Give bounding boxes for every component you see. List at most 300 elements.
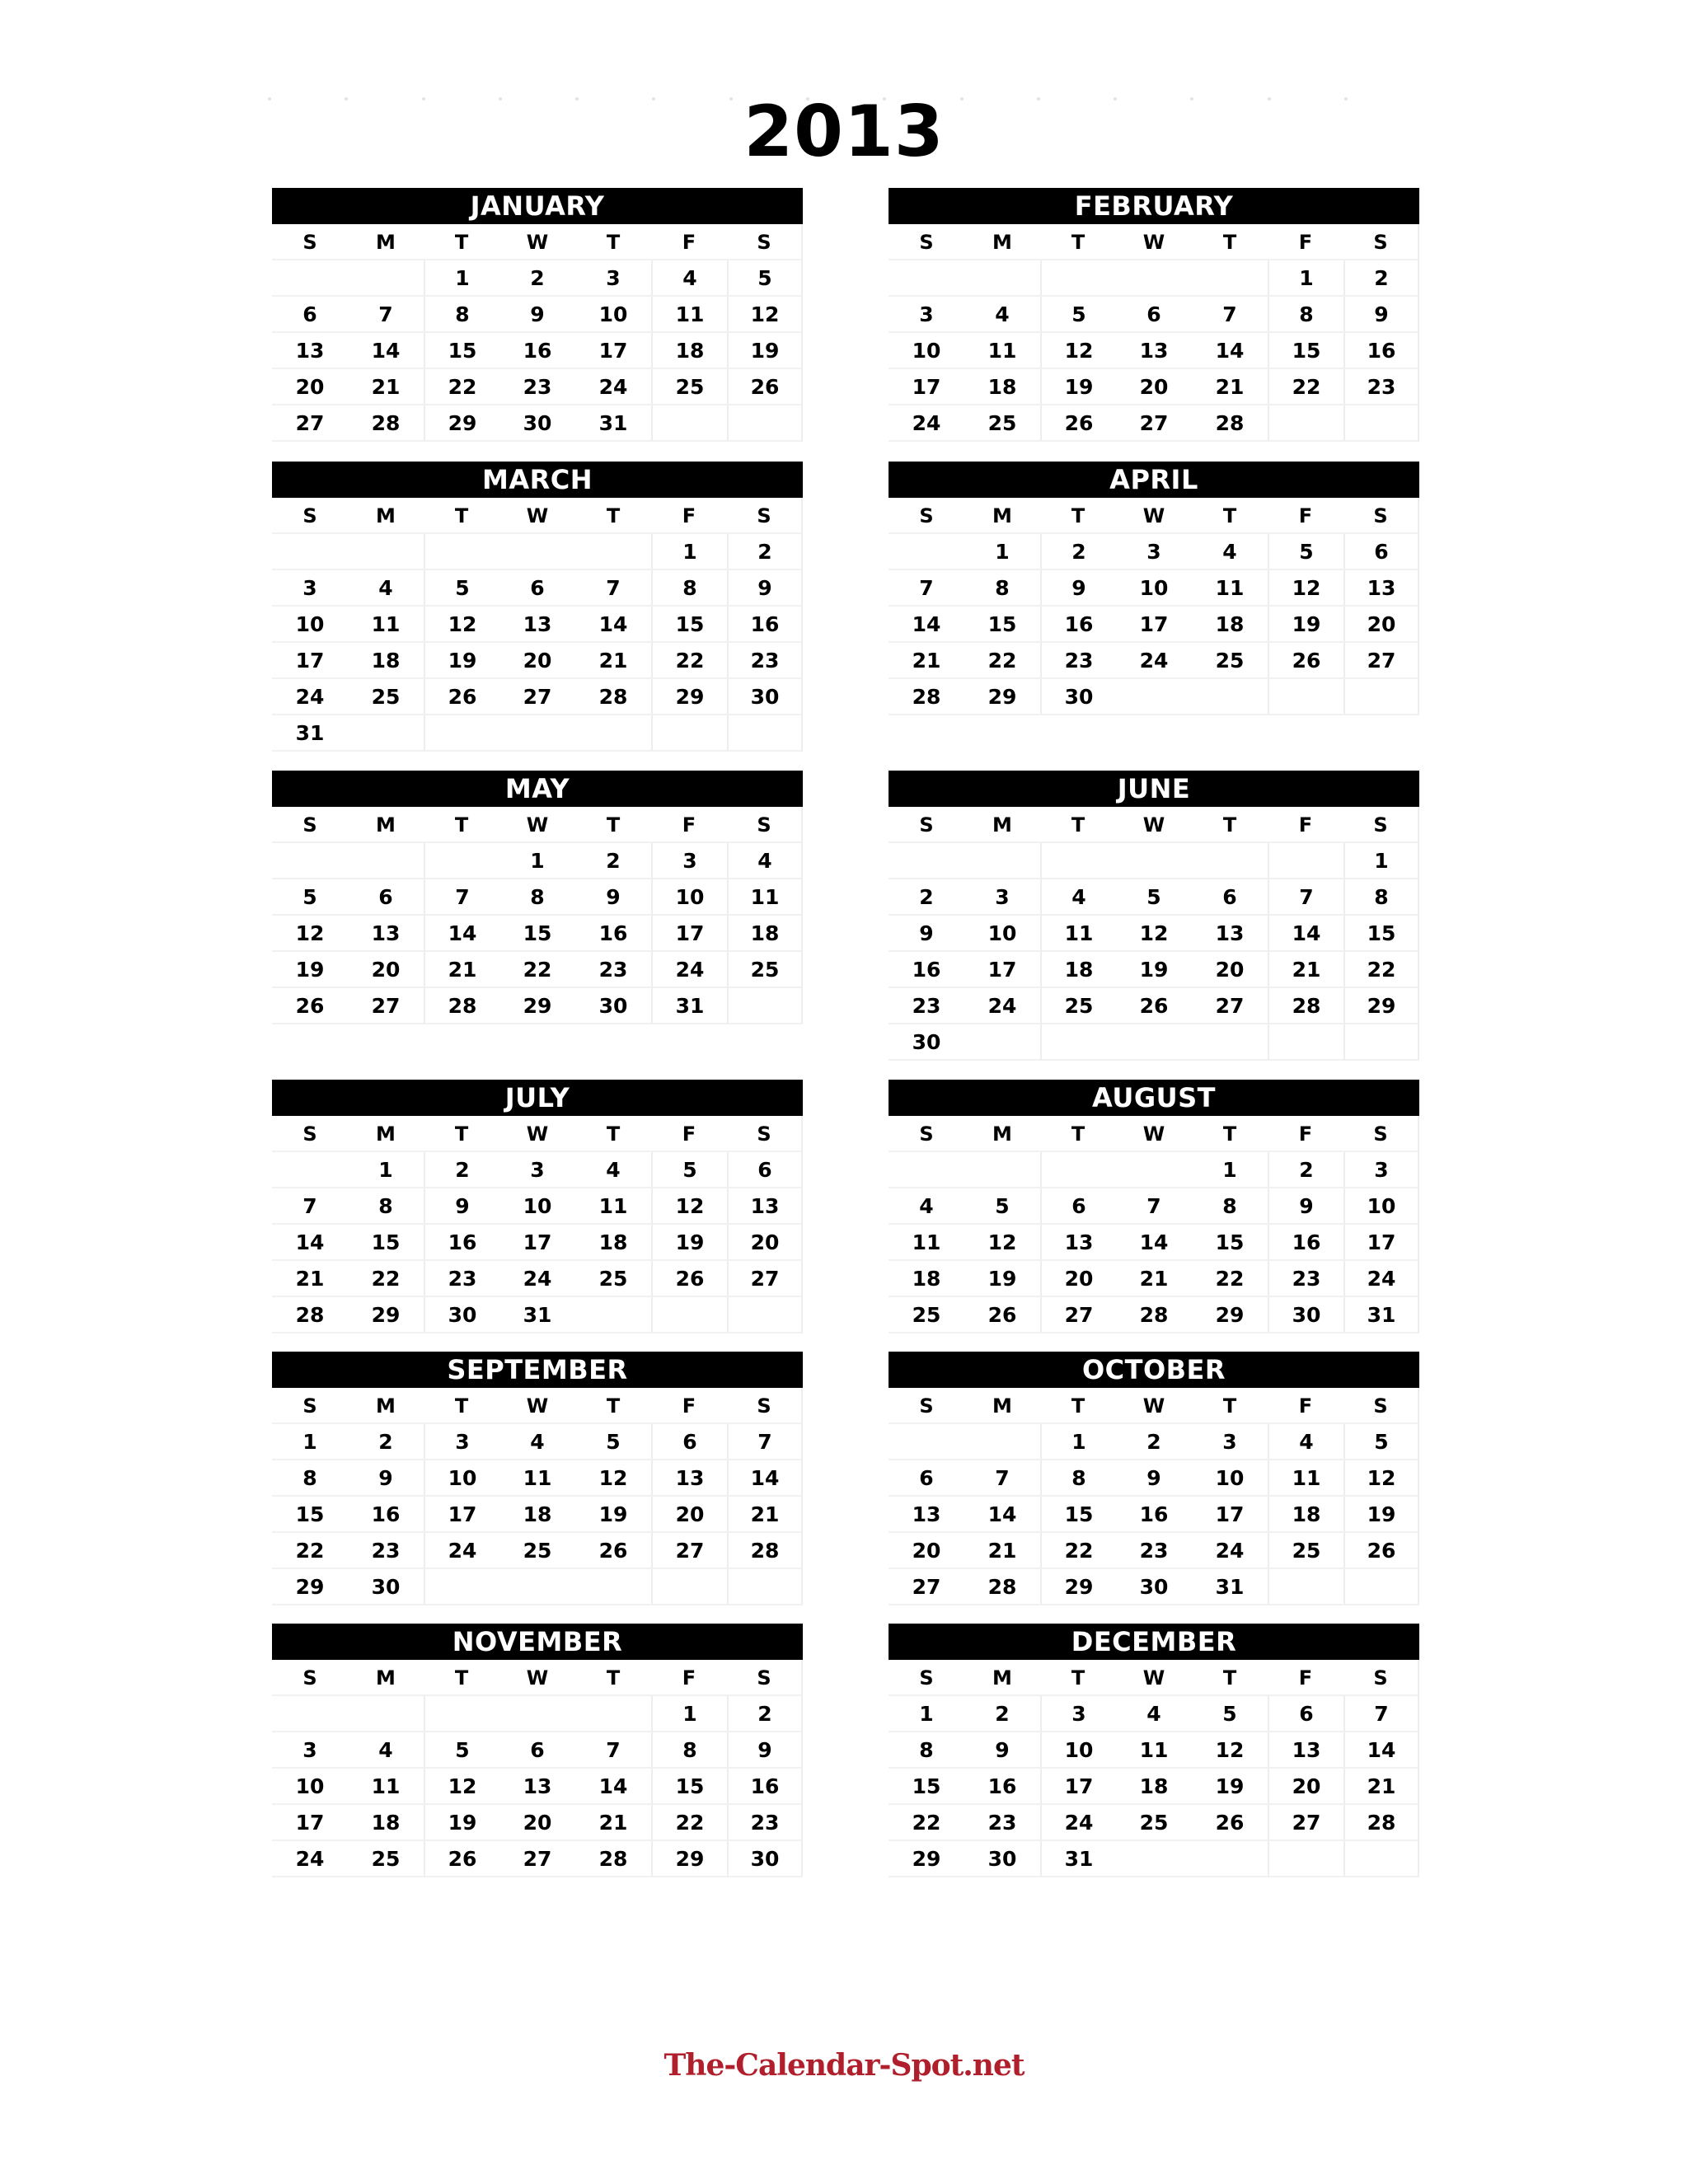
day-cell: 3 bbox=[1040, 1696, 1116, 1732]
month-march bbox=[272, 462, 803, 752]
day-cell: 21 bbox=[348, 369, 424, 405]
day-cell: 30 bbox=[727, 1841, 803, 1877]
day-cell: 24 bbox=[424, 1533, 499, 1569]
month-header: AUGUST bbox=[889, 1080, 1419, 1116]
empty-day-cell bbox=[424, 1569, 499, 1605]
day-cell: 30 bbox=[1116, 1569, 1192, 1605]
day-cell: 16 bbox=[1343, 333, 1419, 369]
empty-day-cell bbox=[424, 843, 499, 879]
day-cell: 27 bbox=[499, 679, 575, 715]
day-cell: 1 bbox=[272, 1424, 348, 1460]
day-cell: 24 bbox=[889, 405, 964, 442]
day-cell: 27 bbox=[499, 1841, 575, 1877]
month-february bbox=[889, 188, 1419, 442]
weekday-header: T bbox=[575, 498, 651, 534]
day-cell: 24 bbox=[1192, 1533, 1268, 1569]
day-cell: 16 bbox=[727, 607, 803, 643]
weekday-header: T bbox=[1040, 807, 1116, 843]
day-cell: 22 bbox=[651, 1805, 727, 1841]
day-cell: 3 bbox=[1116, 534, 1192, 570]
day-cell: 25 bbox=[727, 952, 803, 988]
day-cell: 10 bbox=[1116, 570, 1192, 607]
weekday-header: S bbox=[272, 1660, 348, 1696]
weekday-header: W bbox=[499, 224, 575, 260]
weekday-header: W bbox=[1116, 224, 1192, 260]
weekday-header: F bbox=[1268, 1388, 1343, 1424]
day-cell: 27 bbox=[651, 1533, 727, 1569]
day-cell: 14 bbox=[1116, 1225, 1192, 1261]
day-cell: 24 bbox=[1116, 643, 1192, 679]
empty-day-cell bbox=[575, 1696, 651, 1732]
day-cell: 23 bbox=[727, 1805, 803, 1841]
day-cell: 24 bbox=[575, 369, 651, 405]
day-cell: 15 bbox=[1192, 1225, 1268, 1261]
day-cell: 25 bbox=[348, 1841, 424, 1877]
month-april bbox=[889, 462, 1419, 715]
day-cell: 7 bbox=[1192, 297, 1268, 333]
day-cell: 3 bbox=[272, 570, 348, 607]
day-cell: 9 bbox=[727, 570, 803, 607]
empty-day-cell bbox=[1116, 1152, 1192, 1188]
day-cell: 4 bbox=[575, 1152, 651, 1188]
day-cell: 5 bbox=[575, 1424, 651, 1460]
day-cell: 4 bbox=[1116, 1696, 1192, 1732]
empty-day-cell bbox=[964, 1424, 1040, 1460]
day-cell: 29 bbox=[348, 1297, 424, 1333]
day-cell: 4 bbox=[348, 1732, 424, 1769]
day-cell: 14 bbox=[1343, 1732, 1419, 1769]
day-cell: 2 bbox=[1116, 1424, 1192, 1460]
day-cell: 26 bbox=[1268, 643, 1343, 679]
day-cell: 10 bbox=[1192, 1460, 1268, 1497]
day-cell: 15 bbox=[272, 1497, 348, 1533]
empty-day-cell bbox=[348, 260, 424, 297]
day-cell: 20 bbox=[348, 952, 424, 988]
day-cell: 5 bbox=[1192, 1696, 1268, 1732]
empty-day-cell bbox=[651, 715, 727, 752]
weekday-header: M bbox=[348, 1116, 424, 1152]
day-cell: 12 bbox=[1192, 1732, 1268, 1769]
day-cell: 27 bbox=[348, 988, 424, 1024]
day-cell: 13 bbox=[499, 607, 575, 643]
day-cell: 2 bbox=[348, 1424, 424, 1460]
day-cell: 23 bbox=[499, 369, 575, 405]
empty-day-cell bbox=[889, 1424, 964, 1460]
empty-day-cell bbox=[1040, 1024, 1116, 1061]
day-cell: 20 bbox=[272, 369, 348, 405]
weekday-header: T bbox=[1040, 1388, 1116, 1424]
day-cell: 7 bbox=[272, 1188, 348, 1225]
day-cell: 26 bbox=[424, 1841, 499, 1877]
empty-day-cell bbox=[964, 260, 1040, 297]
day-cell: 12 bbox=[727, 297, 803, 333]
day-cell: 4 bbox=[499, 1424, 575, 1460]
day-cell: 22 bbox=[1040, 1533, 1116, 1569]
day-cell: 14 bbox=[964, 1497, 1040, 1533]
day-cell: 16 bbox=[1116, 1497, 1192, 1533]
day-cell: 8 bbox=[1192, 1188, 1268, 1225]
day-cell: 6 bbox=[651, 1424, 727, 1460]
day-cell: 11 bbox=[348, 607, 424, 643]
day-cell: 9 bbox=[889, 916, 964, 952]
day-cell: 11 bbox=[1268, 1460, 1343, 1497]
empty-day-cell bbox=[499, 534, 575, 570]
day-cell: 2 bbox=[1343, 260, 1419, 297]
day-cell: 26 bbox=[272, 988, 348, 1024]
empty-day-cell bbox=[272, 260, 348, 297]
day-cell: 20 bbox=[889, 1533, 964, 1569]
weekday-header: M bbox=[964, 807, 1040, 843]
day-cell: 31 bbox=[1192, 1569, 1268, 1605]
empty-day-cell bbox=[1040, 1152, 1116, 1188]
weekday-header: W bbox=[499, 807, 575, 843]
empty-day-cell bbox=[1192, 1024, 1268, 1061]
day-cell: 23 bbox=[1040, 643, 1116, 679]
weekday-header: T bbox=[1192, 1660, 1268, 1696]
day-cell: 13 bbox=[889, 1497, 964, 1533]
empty-day-cell bbox=[1343, 1841, 1419, 1877]
day-cell: 19 bbox=[424, 1805, 499, 1841]
day-cell: 10 bbox=[1343, 1188, 1419, 1225]
day-cell: 6 bbox=[272, 297, 348, 333]
day-cell: 17 bbox=[1192, 1497, 1268, 1533]
day-cell: 27 bbox=[1040, 1297, 1116, 1333]
day-cell: 21 bbox=[1268, 952, 1343, 988]
weekday-header: S bbox=[727, 807, 803, 843]
weekday-header: M bbox=[964, 498, 1040, 534]
empty-day-cell bbox=[1116, 843, 1192, 879]
empty-day-cell bbox=[651, 1569, 727, 1605]
weekday-header: S bbox=[889, 498, 964, 534]
empty-day-cell bbox=[1116, 1024, 1192, 1061]
month-october bbox=[889, 1352, 1419, 1605]
day-cell: 19 bbox=[727, 333, 803, 369]
month-november bbox=[272, 1624, 803, 1877]
day-cell: 15 bbox=[424, 333, 499, 369]
day-cell: 7 bbox=[727, 1424, 803, 1460]
day-cell: 1 bbox=[889, 1696, 964, 1732]
month-grid bbox=[272, 224, 803, 442]
day-cell: 16 bbox=[575, 916, 651, 952]
day-cell: 14 bbox=[727, 1460, 803, 1497]
month-grid bbox=[889, 498, 1419, 715]
day-cell: 7 bbox=[348, 297, 424, 333]
day-cell: 30 bbox=[964, 1841, 1040, 1877]
weekday-header: S bbox=[889, 807, 964, 843]
empty-day-cell bbox=[1343, 1024, 1419, 1061]
day-cell: 14 bbox=[575, 607, 651, 643]
day-cell: 27 bbox=[272, 405, 348, 442]
day-cell: 15 bbox=[651, 607, 727, 643]
day-cell: 11 bbox=[575, 1188, 651, 1225]
empty-day-cell bbox=[1040, 260, 1116, 297]
day-cell: 26 bbox=[651, 1261, 727, 1297]
day-cell: 6 bbox=[1116, 297, 1192, 333]
day-cell: 11 bbox=[727, 879, 803, 916]
day-cell: 11 bbox=[1192, 570, 1268, 607]
day-cell: 17 bbox=[272, 643, 348, 679]
day-cell: 3 bbox=[272, 1732, 348, 1769]
day-cell: 19 bbox=[575, 1497, 651, 1533]
empty-day-cell bbox=[727, 405, 803, 442]
day-cell: 22 bbox=[499, 952, 575, 988]
day-cell: 29 bbox=[272, 1569, 348, 1605]
day-cell: 20 bbox=[499, 1805, 575, 1841]
empty-day-cell bbox=[889, 1152, 964, 1188]
weekday-header: T bbox=[424, 1660, 499, 1696]
day-cell: 4 bbox=[889, 1188, 964, 1225]
empty-day-cell bbox=[1343, 405, 1419, 442]
day-cell: 8 bbox=[499, 879, 575, 916]
empty-day-cell bbox=[348, 715, 424, 752]
day-cell: 24 bbox=[1343, 1261, 1419, 1297]
day-cell: 23 bbox=[889, 988, 964, 1024]
day-cell: 18 bbox=[1192, 607, 1268, 643]
day-cell: 13 bbox=[272, 333, 348, 369]
weekday-header: F bbox=[1268, 224, 1343, 260]
day-cell: 18 bbox=[651, 333, 727, 369]
day-cell: 26 bbox=[1192, 1805, 1268, 1841]
day-cell: 15 bbox=[1343, 916, 1419, 952]
day-cell: 28 bbox=[727, 1533, 803, 1569]
day-cell: 17 bbox=[651, 916, 727, 952]
day-cell: 30 bbox=[499, 405, 575, 442]
day-cell: 21 bbox=[575, 1805, 651, 1841]
day-cell: 10 bbox=[575, 297, 651, 333]
day-cell: 4 bbox=[1268, 1424, 1343, 1460]
day-cell: 31 bbox=[575, 405, 651, 442]
weekday-header: T bbox=[1040, 1660, 1116, 1696]
weekday-header: F bbox=[651, 1388, 727, 1424]
empty-day-cell bbox=[727, 1569, 803, 1605]
weekday-header: W bbox=[499, 1660, 575, 1696]
weekday-header: S bbox=[272, 1388, 348, 1424]
day-cell: 18 bbox=[727, 916, 803, 952]
day-cell: 10 bbox=[424, 1460, 499, 1497]
day-cell: 2 bbox=[575, 843, 651, 879]
day-cell: 11 bbox=[348, 1769, 424, 1805]
day-cell: 12 bbox=[1268, 570, 1343, 607]
day-cell: 31 bbox=[651, 988, 727, 1024]
day-cell: 19 bbox=[1268, 607, 1343, 643]
empty-day-cell bbox=[964, 1152, 1040, 1188]
day-cell: 10 bbox=[272, 607, 348, 643]
month-header: SEPTEMBER bbox=[272, 1352, 803, 1388]
day-cell: 21 bbox=[1343, 1769, 1419, 1805]
weekday-header: T bbox=[424, 498, 499, 534]
day-cell: 27 bbox=[1116, 405, 1192, 442]
day-cell: 17 bbox=[1116, 607, 1192, 643]
day-cell: 2 bbox=[499, 260, 575, 297]
day-cell: 29 bbox=[651, 1841, 727, 1877]
day-cell: 22 bbox=[272, 1533, 348, 1569]
day-cell: 20 bbox=[1040, 1261, 1116, 1297]
empty-day-cell bbox=[1268, 843, 1343, 879]
weekday-header: S bbox=[727, 224, 803, 260]
weekday-header: S bbox=[1343, 1660, 1419, 1696]
day-cell: 23 bbox=[1116, 1533, 1192, 1569]
day-cell: 30 bbox=[575, 988, 651, 1024]
weekday-header: S bbox=[272, 807, 348, 843]
day-cell: 29 bbox=[964, 679, 1040, 715]
day-cell: 5 bbox=[272, 879, 348, 916]
month-header: APRIL bbox=[889, 462, 1419, 498]
day-cell: 27 bbox=[889, 1569, 964, 1605]
weekday-header: S bbox=[272, 498, 348, 534]
weekday-header: W bbox=[1116, 498, 1192, 534]
weekday-header: F bbox=[1268, 807, 1343, 843]
empty-day-cell bbox=[889, 843, 964, 879]
day-cell: 16 bbox=[348, 1497, 424, 1533]
day-cell: 29 bbox=[1040, 1569, 1116, 1605]
empty-day-cell bbox=[348, 843, 424, 879]
month-august bbox=[889, 1080, 1419, 1333]
day-cell: 17 bbox=[499, 1225, 575, 1261]
empty-day-cell bbox=[964, 1024, 1040, 1061]
month-grid bbox=[272, 1388, 803, 1605]
day-cell: 24 bbox=[499, 1261, 575, 1297]
weekday-header: M bbox=[964, 224, 1040, 260]
day-cell: 5 bbox=[727, 260, 803, 297]
day-cell: 20 bbox=[1116, 369, 1192, 405]
day-cell: 28 bbox=[964, 1569, 1040, 1605]
day-cell: 28 bbox=[575, 1841, 651, 1877]
day-cell: 8 bbox=[651, 1732, 727, 1769]
day-cell: 9 bbox=[1343, 297, 1419, 333]
day-cell: 24 bbox=[651, 952, 727, 988]
day-cell: 3 bbox=[575, 260, 651, 297]
day-cell: 14 bbox=[1192, 333, 1268, 369]
day-cell: 25 bbox=[889, 1297, 964, 1333]
day-cell: 23 bbox=[575, 952, 651, 988]
empty-day-cell bbox=[727, 1297, 803, 1333]
day-cell: 2 bbox=[424, 1152, 499, 1188]
day-cell: 8 bbox=[424, 297, 499, 333]
day-cell: 28 bbox=[889, 679, 964, 715]
day-cell: 2 bbox=[889, 879, 964, 916]
day-cell: 22 bbox=[964, 643, 1040, 679]
empty-day-cell bbox=[424, 534, 499, 570]
day-cell: 19 bbox=[272, 952, 348, 988]
day-cell: 21 bbox=[889, 643, 964, 679]
day-cell: 26 bbox=[575, 1533, 651, 1569]
weekday-header: M bbox=[348, 1388, 424, 1424]
day-cell: 12 bbox=[272, 916, 348, 952]
day-cell: 1 bbox=[424, 260, 499, 297]
day-cell: 14 bbox=[889, 607, 964, 643]
day-cell: 8 bbox=[1268, 297, 1343, 333]
day-cell: 26 bbox=[1116, 988, 1192, 1024]
day-cell: 5 bbox=[1040, 297, 1116, 333]
weekday-header: S bbox=[1343, 1116, 1419, 1152]
day-cell: 19 bbox=[1116, 952, 1192, 988]
day-cell: 2 bbox=[727, 1696, 803, 1732]
weekday-header: S bbox=[889, 224, 964, 260]
day-cell: 7 bbox=[1343, 1696, 1419, 1732]
day-cell: 9 bbox=[348, 1460, 424, 1497]
day-cell: 18 bbox=[1040, 952, 1116, 988]
day-cell: 22 bbox=[1268, 369, 1343, 405]
empty-day-cell bbox=[1268, 1024, 1343, 1061]
day-cell: 18 bbox=[1116, 1769, 1192, 1805]
day-cell: 27 bbox=[1343, 643, 1419, 679]
weekday-header: T bbox=[1192, 1116, 1268, 1152]
day-cell: 3 bbox=[964, 879, 1040, 916]
empty-day-cell bbox=[1116, 1841, 1192, 1877]
day-cell: 13 bbox=[1116, 333, 1192, 369]
empty-day-cell bbox=[1268, 1841, 1343, 1877]
day-cell: 22 bbox=[424, 369, 499, 405]
day-cell: 13 bbox=[1040, 1225, 1116, 1261]
weekday-header: T bbox=[424, 224, 499, 260]
weekday-header: T bbox=[1040, 224, 1116, 260]
day-cell: 6 bbox=[499, 570, 575, 607]
day-cell: 12 bbox=[1116, 916, 1192, 952]
empty-day-cell bbox=[424, 1696, 499, 1732]
weekday-header: T bbox=[575, 1660, 651, 1696]
day-cell: 4 bbox=[727, 843, 803, 879]
day-cell: 4 bbox=[1192, 534, 1268, 570]
day-cell: 31 bbox=[1343, 1297, 1419, 1333]
day-cell: 15 bbox=[651, 1769, 727, 1805]
weekday-header: S bbox=[1343, 807, 1419, 843]
weekday-header: T bbox=[575, 224, 651, 260]
day-cell: 23 bbox=[727, 643, 803, 679]
day-cell: 15 bbox=[889, 1769, 964, 1805]
day-cell: 3 bbox=[1343, 1152, 1419, 1188]
day-cell: 25 bbox=[1192, 643, 1268, 679]
weekday-header: W bbox=[1116, 807, 1192, 843]
day-cell: 19 bbox=[651, 1225, 727, 1261]
day-cell: 1 bbox=[1343, 843, 1419, 879]
day-cell: 1 bbox=[964, 534, 1040, 570]
empty-day-cell bbox=[1192, 1841, 1268, 1877]
day-cell: 13 bbox=[348, 916, 424, 952]
day-cell: 12 bbox=[424, 607, 499, 643]
day-cell: 21 bbox=[424, 952, 499, 988]
day-cell: 23 bbox=[348, 1533, 424, 1569]
day-cell: 14 bbox=[575, 1769, 651, 1805]
day-cell: 6 bbox=[499, 1732, 575, 1769]
weekday-header: F bbox=[651, 1660, 727, 1696]
day-cell: 9 bbox=[575, 879, 651, 916]
weekday-header: F bbox=[651, 498, 727, 534]
empty-day-cell bbox=[1040, 843, 1116, 879]
day-cell: 8 bbox=[651, 570, 727, 607]
day-cell: 4 bbox=[964, 297, 1040, 333]
day-cell: 25 bbox=[651, 369, 727, 405]
day-cell: 18 bbox=[889, 1261, 964, 1297]
empty-day-cell bbox=[272, 1152, 348, 1188]
weekday-header: S bbox=[727, 1388, 803, 1424]
weekday-header: T bbox=[424, 1388, 499, 1424]
month-header: JULY bbox=[272, 1080, 803, 1116]
empty-day-cell bbox=[575, 1569, 651, 1605]
day-cell: 12 bbox=[964, 1225, 1040, 1261]
day-cell: 29 bbox=[499, 988, 575, 1024]
day-cell: 25 bbox=[575, 1261, 651, 1297]
site-logo bbox=[0, 2048, 1688, 2083]
day-cell: 3 bbox=[499, 1152, 575, 1188]
month-july bbox=[272, 1080, 803, 1333]
day-cell: 15 bbox=[348, 1225, 424, 1261]
day-cell: 8 bbox=[889, 1732, 964, 1769]
day-cell: 28 bbox=[348, 405, 424, 442]
day-cell: 30 bbox=[1040, 679, 1116, 715]
weekday-header: S bbox=[1343, 498, 1419, 534]
weekday-header: T bbox=[1040, 498, 1116, 534]
day-cell: 10 bbox=[651, 879, 727, 916]
